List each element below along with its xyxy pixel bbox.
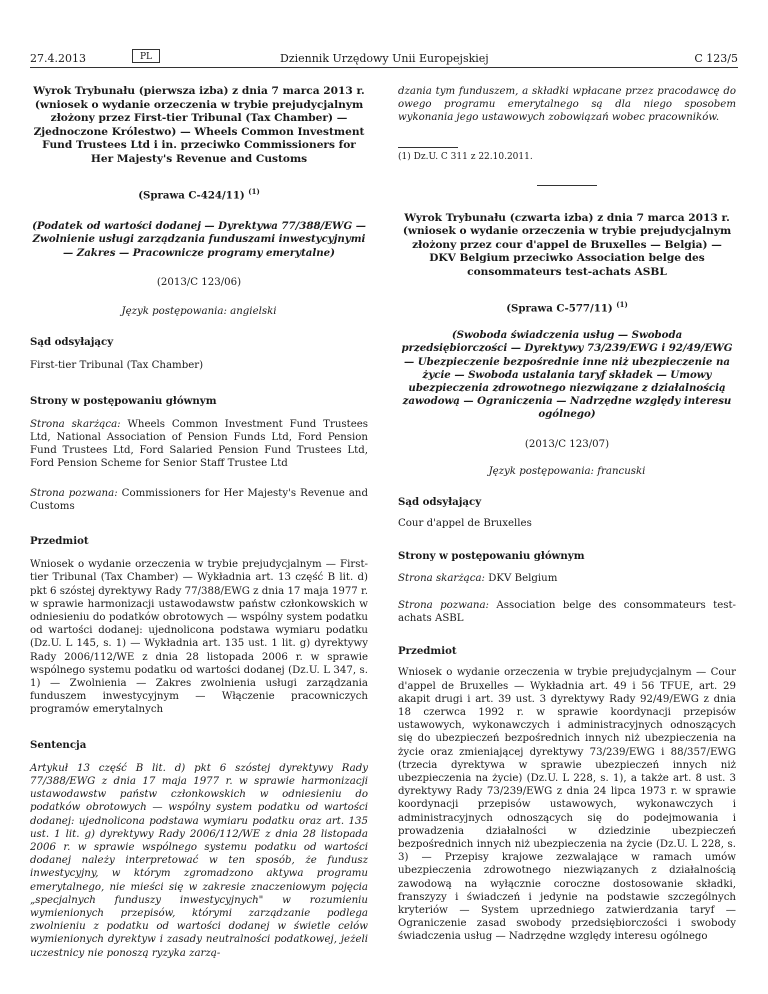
header-rule (30, 67, 738, 68)
operative-text: Artykuł 13 część B lit. d) pkt 6 szóstej dyrektywy Rady 77/388/EWG z dnia 17 maja 1977 r. w sprawie harmonizacji ustawodawstw państw członkowskich w odniesieniu do podatków obrotowych — wspólny system podatku od wartości dodanej: ujednolicona podstawa wymiaru podatku oraz art. 135 ust. 1 lit. g) dyrektywy Rady 2006/112/WE z dnia 28 listopada 2006 r. w sprawie wspólnego systemu podatku od wartości dodanej należy interpretować w ten sposób, że fundusz inwestycyjny, w którym zgromadzono aktywa programu emerytalnego, nie mieści się w zakresie znaczeniowym pojęcia „specjalnych funduszy inwestycyjnych" w rozumieniu wymienionych przepisów, którymi zarządzanie podlega zwolnieniu z podatku od wartości dodanej w świetle celów wymienionych dyrektyw i zasady neutralności podatkowej, jeżeli uczestnicy nie ponoszą ryzyka zarzą- (30, 762, 368, 959)
separator-rule (537, 185, 597, 186)
referring-court-heading-2: Sąd odsyłający (398, 496, 482, 508)
left-column (30, 85, 368, 960)
judgment-title: Wyrok Trybunału (pierwsza izba) z dnia 7 marca 2013 r. (wniosek o wydanie orzeczenia w trybie prejudycjalnym złożony przez First-tier Tribunal (Tax Chamber) — Zjednoczone Królestwo) — Wheels Common Investment Fund Trustees Ltd i in. przeciwko Commissioners for Her Majesty's Revenue and Customs (33, 85, 365, 165)
page-number: C 123/5 (694, 52, 738, 65)
operative-heading: Sentencja (30, 738, 87, 751)
subject-text: Wniosek o wydanie orzeczenia w trybie prejudycjalnym — First-tier Tribunal (Tax Chamber) — Wykładnia art. 13 część B lit. d) pkt 6 szóstej dyrektywy Rady 77/388/EWG z dnia 17 maja 1977 r. w sprawie harmonizacji ustawodawstw państw członkowskich w odniesieniu do podatków obrotowych — wspólny system podatku od wartości dodanej: ujednolicona podstawa wymiaru podatku (Dz.U. L 145, s. 1) — Wykładnia art. 135 ust. 1 lit. g) dyrektywy Rady 2006/112/WE z dnia 28 listopada 2006 r. w sprawie wspólnego systemu podatku od wartości dodanej (Dz.U. L 347, s. 1) — Zwolnienia — Zakres zwolnienia usługi zarządzania funduszem inwestycyjnym — Włączenie pracowniczych programów emerytalnych (30, 559, 369, 716)
judgment-title-2: Wyrok Trybunału (czwarta izba) z dnia 7 marca 2013 r. (wniosek o wydanie orzeczenia w trybie prejudycjalnym złożony przez cour d'appel de Bruxelles — Belgia) — DKV Belgium przeciwko Association belge des consommateurs test-achats ASBL (402, 211, 732, 278)
issue-date: 27.4.2013 (30, 52, 86, 65)
applicant-2: Strona skarżąca: DKV Belgium (398, 572, 558, 584)
subject-heading: Przedmiot (30, 535, 89, 547)
case-number: (Sprawa C-424/11) $^{(1)}$ (138, 186, 260, 201)
procedure-language-2: Język postępowania: francuski (488, 465, 646, 477)
page-header (0, 0, 768, 70)
subject-text-2: Wniosek o wydanie orzeczenia w trybie prejudycjalnym — Cour d'appel de Bruxelles — Wykładnia art. 49 i 56 TFUE, art. 29 akapit drugi i art. 39 ust. 3 dyrektywy Rady 92/49/EWG z dnia 18 czerwca 1992 r. w sprawie koordynacji przepisów ustawowych, wykonawczych i administracyjnych odnoszących się do ubezpieczeń bezpośrednich innych niż ubezpieczenia na życie oraz zmieniającej dyrektywy 73/239/EWG i 88/357/EWG (trzecia dyrektywa w sprawie ubezpieczeń innych niż ubezpieczenia na życie) (Dz.U. L 228, s. 1), a także art. 8 ust. 3 dyrektywy Rady 73/239/EWG z dnia 24 lipca 1973 r. w sprawie koordynacji przepisów ustawowych, wykonawczych i administracyjnych odnoszących się do podejmowania i prowadzenia działalności w dziedzinie ubezpieczeń bezpośrednich innych niż ubezpieczenia na życie (Dz.U. L 228, s. 3) — Przepisy krajowe zezwalające w ramach umów ubezpieczenia zdrowotnego niezwiązanych z działalnością zawodową na wyłącznie coroczne dostosowanie składki, franszyzy i świadczeń i jedynie na podstawie szczególnych kryteriów — System uprzedniego zatwierdzania taryf — Ograniczenie zasad swobody przedsiębiorczości i swobody świadczenia usług — Nadrzędne względy interesu ogólnego (398, 667, 736, 943)
case-number-2: (Sprawa C-577/11) $^{(1)}$ (506, 299, 628, 314)
referring-court-heading: Sąd odsyłający (30, 336, 114, 349)
applicant: Strona skarżąca: Wheels Common Investment Fund Trustees Ltd, National Association of Pension Funds Ltd, Ford Pension Fund Trustees Ltd, Ford Salaried Pension Fund Trustees Ltd, Ford Pension Scheme for Senior Staff Trustee Ltd (30, 418, 368, 470)
footnote-rule (398, 147, 458, 148)
oj-reference-2: (2013/C 123/07) (524, 438, 610, 450)
journal-title: Dziennik Urzędowy Unii Europejskiej (280, 52, 489, 65)
referring-court-2: Cour d'appel de Bruxelles (398, 518, 532, 530)
defendant: Strona pozwana: Commissioners for Her Majesty's Revenue and Customs (30, 487, 368, 512)
footnote: (1) Dz.U. C 311 z 22.10.2011. (398, 151, 533, 162)
operative-continuation: dzania tym funduszem, a składki wpłacane przez pracodawcę do owego programu emerytalnego są dla niego sposobem wykonania jego ustawowych zobowiązań wobec pracowników. (398, 86, 736, 124)
parties-heading-2: Strony w postępowaniu głównym (398, 550, 585, 563)
subject-heading-2: Przedmiot (398, 645, 457, 658)
keywords: (Podatek od wartości dodanej — Dyrektywa 77/388/EWG — Zwolnienie usługi zarządzania funduszami inwestycyjnymi — Zakres — Pracownicze programy emerytalne) (32, 220, 366, 259)
referring-court: First-tier Tribunal (Tax Chamber) (30, 360, 204, 372)
oj-reference: (2013/C 123/06) (156, 276, 242, 288)
procedure-language: Język postępowania: angielski (121, 305, 277, 317)
keywords-2: (Swoboda świadczenia usług — Swoboda przedsiębiorczości — Dyrektywy 73/239/EWG i 92/49/EWG — Ubezpieczenie bezpośrednie inne niż ubezpieczenie na życie — Swoboda ustalania taryf składek — Umowy ubezpieczenia zdrowotnego niezwiązane z działalnością zawodową — Ograniczenia — Nadrzędne względy interesu ogólnego) (401, 329, 733, 421)
defendant-2: Strona pozwana: Association belge des consommateurs test-achats ASBL (398, 599, 736, 625)
language-badge: PL (132, 49, 160, 63)
parties-heading: Strony w postępowaniu głównym (30, 394, 217, 407)
right-column (398, 85, 736, 944)
